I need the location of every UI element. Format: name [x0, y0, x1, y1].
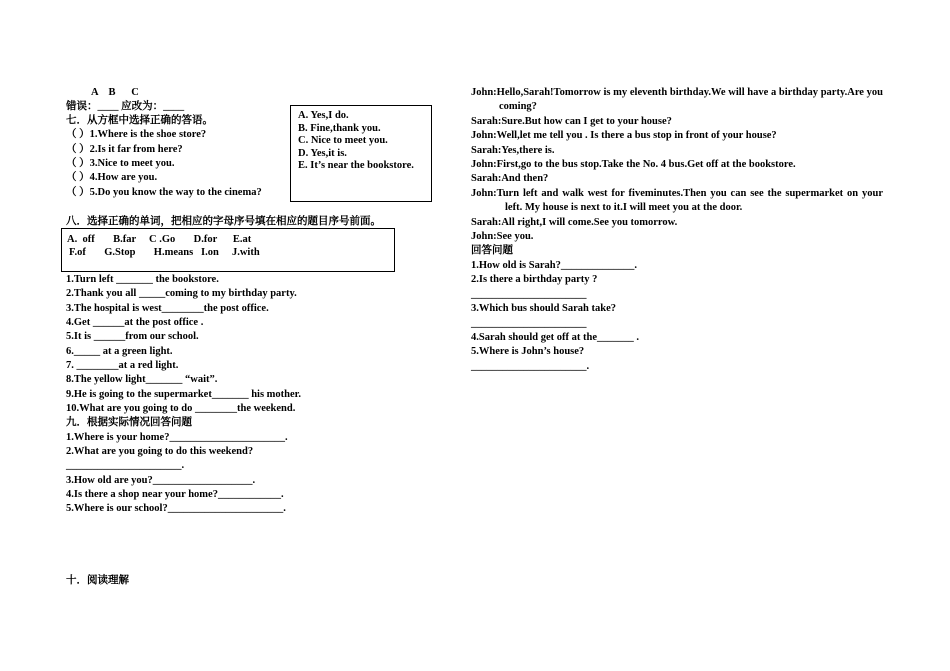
question-5-answer-line: ______________________.	[471, 360, 590, 372]
s8-item-6: 6._____ at a green light.	[66, 346, 173, 357]
dialogue-line-6: Sarah:And then?	[471, 173, 549, 185]
s8-item-8: 8.The yellow light_______ “wait”.	[66, 374, 218, 385]
question-1: 1.How old is Sarah?______________.	[471, 259, 637, 271]
s8-word-row-2: F.of G.Stop H.means I.on J.with	[69, 247, 260, 258]
s8-word-row-1: A. off B.far C .Go D.for E.at	[67, 234, 252, 245]
question-3: 3.Which bus should Sarah take?	[471, 303, 617, 315]
section-8-title: 八．选择正确的单词，把相应的字母序号填在相应的题目序号前面。	[66, 216, 381, 227]
question-2: 2.Is there a birthday party ?	[471, 274, 598, 286]
s7-option-a: A. Yes,I do.	[298, 110, 349, 121]
s8-item-1: 1.Turn left _______ the bookstore.	[66, 274, 219, 285]
s9-item-1: 1.Where is your home?______________________.	[66, 432, 288, 443]
s9-item-4: 4.Is there a shop near your home?____________.	[66, 489, 284, 500]
s9-item-2: 2.What are you going to do this weekend?	[66, 446, 254, 457]
s7-item-3: （ ）3.Nice to meet you.	[66, 158, 175, 169]
question-3-answer-line: ______________________	[471, 317, 587, 329]
question-4: 4.Sarah should get off at the_______ .	[471, 331, 640, 343]
s7-item-5: （ ）5.Do you know the way to the cinema?	[66, 187, 262, 198]
dialogue-line-4: Sarah:Yes,there is.	[471, 144, 555, 156]
s8-item-2: 2.Thank you all _____coming to my birthday party.	[66, 288, 297, 299]
s9-item-5: 5.Where is our school?______________________.	[66, 503, 286, 514]
section-7-title: 七．从方框中选择正确的答语。	[66, 115, 213, 126]
dialogue-line-7: John:Turn left and walk west for fiveminutes.Then you can see the supermarket on your left. My house is next to it.I will meet you at the door.	[471, 187, 883, 214]
error-correction-line: 错误：____ 应改为：____	[66, 101, 185, 112]
dialogue-line-5: John:First,go to the bus stop.Take the No. 4 bus.Get off at the bookstore.	[471, 159, 796, 171]
s7-option-c: C. Nice to meet you.	[298, 135, 388, 146]
question-2-answer-line: ______________________	[471, 288, 587, 300]
dialogue-line-3: John:Well,let me tell you . Is there a bus stop in front of your house?	[471, 130, 777, 142]
section-10-title: 十．阅读理解	[66, 575, 129, 586]
s8-item-9: 9.He is going to the supermarket_______ his mother.	[66, 389, 301, 400]
dialogue-line-9: John:See you.	[471, 231, 534, 243]
s7-option-e: E. It’s near the bookstore.	[298, 160, 414, 171]
reading-dialogue	[471, 86, 883, 374]
dialogue-line-2: Sarah:Sure.But how can I get to your house?	[471, 115, 672, 127]
dialogue-line-1: John:Hello,Sarah!Tomorrow is my eleventh birthday.We will have a birthday party.Are you coming?	[471, 87, 883, 113]
s9-item-2-answer-line: ______________________.	[66, 460, 185, 471]
questions-title: 回答问题	[471, 245, 513, 257]
s8-item-10: 10.What are you going to do ________the weekend.	[66, 403, 296, 414]
s8-item-3: 3.The hospital is west________the post office.	[66, 303, 269, 314]
s7-option-b: B. Fine,thank you.	[298, 123, 381, 134]
abc-labels: A B C	[91, 87, 139, 98]
s7-option-d: D. Yes,it is.	[298, 148, 347, 159]
question-5: 5.Where is John’s house?	[471, 346, 585, 358]
s9-item-3: 3.How old are you?___________________.	[66, 475, 256, 486]
s8-item-4: 4.Get ______at the post office .	[66, 317, 204, 328]
s8-item-5: 5.It is ______from our school.	[66, 331, 199, 342]
s8-item-7: 7. ________at a red light.	[66, 360, 179, 371]
s7-item-4: （ ）4.How are you.	[66, 172, 158, 183]
s7-item-2: （ ）2.Is it far from here?	[66, 144, 183, 155]
dialogue-line-8: Sarah:All right,I will come.See you tomorrow.	[471, 216, 678, 228]
s7-item-1: （ ）1.Where is the shoe store?	[66, 129, 207, 140]
section-9-title: 九．根据实际情况回答问题	[66, 417, 192, 428]
